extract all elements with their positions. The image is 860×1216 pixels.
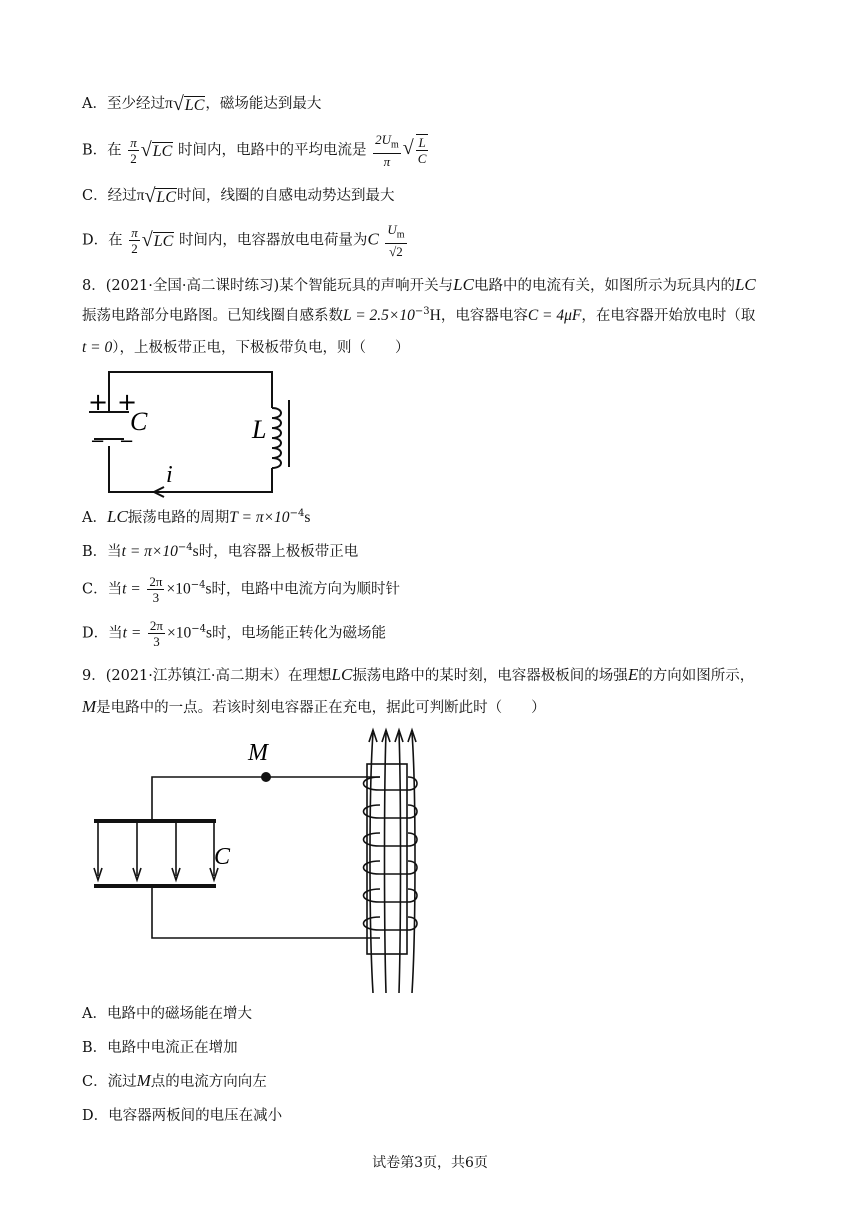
q9-option-a: A．电路中的磁场能在增大 xyxy=(82,1006,252,1022)
inductor-label: L xyxy=(252,415,267,444)
q7-option-c: C．经过π√LC时间，线圈的自感电动势达到最大 xyxy=(82,184,395,207)
capacitor-label: C xyxy=(214,844,231,870)
current-label: i xyxy=(166,462,173,488)
q9-stem-line1: 9．(2021·江苏镇江·高二期末）在理想LC振荡电路中的某时刻，电容器极板间的场强E的方向如图所示， xyxy=(82,665,755,684)
q9-option-b: B．电路中电流正在增加 xyxy=(82,1040,238,1056)
page-footer: 试卷第3页，共6页 xyxy=(372,1155,488,1171)
q9-circuit-diagram xyxy=(90,728,430,998)
q7-option-a: A．至少经过π√LC，磁场能达到最大 xyxy=(82,92,322,115)
q7-option-d: D．在 $\frac{\pi}{2}$ √LC 时间内，电容器放电电荷量为C $\frac{U_m}{√2}$ xyxy=(82,222,405,259)
q8-lc-circuit-diagram xyxy=(84,364,304,499)
minus-sign: − xyxy=(119,431,135,452)
q9-stem-line2: M是电路中的一点。若该时刻电容器正在充电，据此可判断此时（ ） xyxy=(82,697,546,716)
q8-option-d: D．当t = $\frac{2\pi}{3}$ $\times 10^{-4}s$时，电场能正转化为磁场能 xyxy=(82,618,387,649)
q9-option-c: C．流过M点的电流方向向左 xyxy=(82,1071,267,1090)
capacitor-label: C xyxy=(130,407,148,436)
plus-sign: + xyxy=(117,388,138,416)
q8-option-b: B．当$t = \pi\times 10^{-4}s$时，电容器上极板带正电 xyxy=(82,542,359,560)
q8-stem-line3: t = 0），上极板带正电，下极板带负电，则（ ） xyxy=(82,339,410,356)
point-m-label: M xyxy=(248,740,268,766)
q7-option-b: B．在 $\frac{\pi}{2}$ √LC 时间内，电路中的平均电流是 $\frac{2U_m}{\pi}$ √ $\frac{L}{C}$ xyxy=(82,132,427,169)
q8-stem-line1: 8．(2021·全国·高二课时练习)某个智能玩具的声响开关与LC电路中的电流有关，如图所示为玩具内的LC xyxy=(82,275,756,294)
plus-sign: + xyxy=(88,388,109,416)
q9-option-d: D．电容器两板间的电压在减小 xyxy=(82,1108,283,1124)
q8-stem-line2: 振荡电路部分电路图。已知线圈自感系数$L = 2.5\times 10^{-3}H$，电容器电容C = 4μF，在电容器开始放电时（取 xyxy=(82,306,756,324)
q8-option-c: C．当t = $\frac{2\pi}{3}$ $\times 10^{-4}s$时，电路中电流方向为顺时针 xyxy=(82,574,400,605)
minus-sign: − xyxy=(90,431,106,452)
q8-option-a: A．LC振荡电路的周期$T = \pi\times 10^{-4}s$ xyxy=(82,507,311,526)
